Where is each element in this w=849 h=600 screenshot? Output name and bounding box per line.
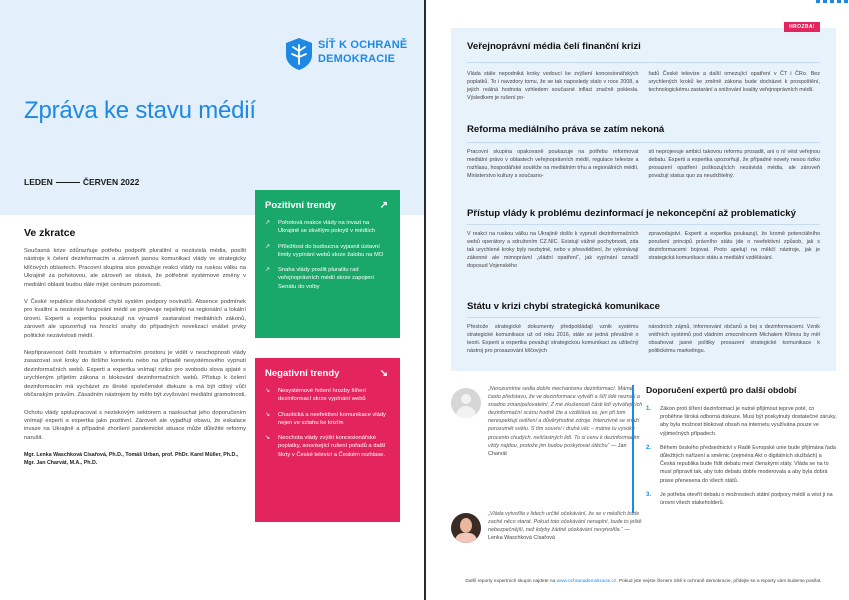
date-dash	[56, 182, 80, 183]
arrow-down-right-icon: ↘	[265, 388, 271, 394]
quote	[451, 385, 646, 510]
page-title: Zpráva ke stavu médií	[24, 97, 256, 124]
arrow-up-right-icon: ↗	[379, 200, 388, 211]
section-rule	[467, 62, 820, 63]
section-title: Přístup vlády k problému dezinformací je nekoncepční až problematický	[467, 208, 796, 219]
list-item: ↗ Snaha vlády posílit pluralitu rad veřejnoprávních médií skrze zapojení Senátu do volby	[265, 267, 375, 290]
list-item: ↘ Chaotická a neefektivní komunikace vlády nejen ve vztahu ke krizím	[265, 411, 386, 426]
left-page	[0, 0, 424, 600]
section-text: V reakci na ruskou válku na Ukrajině došlo k vypnutí dezinformačních webů operátory a sdružením CZ.NIC. Existují vážné pochybnosti, zda tak urychlené kroky byly nezbytné, nebo v přesvědčení, že vykonávají zákonné ale mimoprávní „vládní opatření“, jak vypínání označil doposud Vojenského	[467, 231, 639, 269]
summary-section	[24, 227, 246, 467]
arrow-down-right-icon: ↘	[265, 411, 271, 418]
section-text: Přestože strategické dokumenty předpokládají vznik systému strategické komunikace už od roku 2016, stále se jedná převážně o teorii. Experti a expertka považují strategickou komunikaci za užitečný nástroj pro prosazování klíčových	[467, 324, 639, 354]
section-text: řadů České televize a další omezující opatření v ČT i ČRo. Bez urychlených kroků ke změně zákona bude docházet k prospoštění, technologickému zastarání a snižování kvality veřejnoprávních médií.	[648, 71, 820, 93]
list-item: ↗ Pohotová reakce vlády na invazi na Ukrajině se skvělým pokrytí v médiích	[265, 220, 375, 235]
arrow-up-right-icon: ↗	[265, 220, 271, 226]
footer: Další reporty expertních skupin najdete na www.ochranademokracie.cz. Pokud jste nejste členem Sítě k ochraně demokracie, přidejte se a reporty vám budeme posílat.	[465, 579, 822, 584]
date-to: ČERVEN 2022	[82, 177, 140, 187]
positive-trends-box	[255, 190, 400, 338]
list-item: 3. Je potřeba otevřít debatu o možnostech státní podpory médií a vést ji na úrovni všech stakeholderů.	[646, 491, 833, 507]
list-item: ↘ Nesystémové řešení hrozby šíření dezinformací skrze vypínání webů	[265, 388, 366, 403]
section-rule	[467, 224, 820, 225]
arrow-up-right-icon: ↗	[265, 267, 271, 274]
section-columns	[467, 323, 820, 355]
logo-icon	[284, 37, 314, 71]
quote-author: — Jan Charvát	[488, 442, 627, 457]
list-item: 2. Během českého předsednictví v Radě Evropské unie bude přijímána řada důležitých nařízení a směrnic (zejména Akt o digitálních službách) a Česká republika bude řídit debatu mezi členskými státy. Vláda se na to musí připravit tak, aby tuto debatu dobře moderovala a aby byla dobrá praxe přenesena do všech států.	[646, 444, 836, 484]
summary-paragraph: Nepřipravenost čelit hrozbám v informačním prostoru je vidět v neschopnosti vlády zasazovat své kroky do širšího kontextu nebo na případě nesystémového vypnutí dezinformačních webů. Experti a expertka vnímají riziko pro svobodu slova spjaté s urychleným přijetím zákona o blokování dezinformačních webů. Přístup k čelení dezinformacím má vycházet ze široké společenské diskuze a má být citlivý vůči občanským právům. Zásadním nástrojem by mělo být zvyšování mediální gramotnosti.	[24, 350, 246, 399]
quote	[451, 510, 646, 600]
recommendations-heading: Doporučení expertů pro další období	[646, 385, 797, 395]
section-box	[451, 112, 836, 202]
threat-badge: HROZBA!	[784, 22, 820, 32]
section-box	[451, 291, 836, 371]
logo	[284, 37, 419, 77]
section-rule	[467, 317, 820, 318]
negative-trends-box	[255, 358, 400, 522]
section-title: Reforma mediálního práva se zatím nekoná	[467, 124, 665, 135]
list-item: ↗ Příležitost do budoucna vyjasnit ústavní limity vypínání webů skrze žalobu na MO	[265, 243, 384, 258]
top-stripe	[816, 0, 849, 3]
section-text: sti neprojevuje ambici takovou reformu prosadit, ani o ní vést veřejnou debatu. Experti a expertka upozorňují, že případné novely nesou riziko prosazení opatření poškozujících nezávislá média, ale zároveň považují status quo za neudržitelný.	[648, 149, 820, 179]
section-title: Státu v krizi chybí strategická komunikace	[467, 301, 661, 312]
authors: Mgr. Lenka Waschková Císařová, Ph.D., Tomáš Urban, prof. PhDr. Karel Müller, Ph.D., Mgr. Jan Charvát, M.A., Ph.D.	[24, 452, 239, 467]
quote-text: „Vláda vytvořila v lidech určité očekávání, že se v médiích bude zaché něco starat. Pokud toto očekávání nenaplní, bude to ještě nebezpečnější, než kdyby žádné očekávání nevytvořila.“ — Lenka Waschková Císařová	[488, 511, 642, 542]
avatar	[451, 513, 481, 543]
list-item: ↘ Neochota vlády zvýšit koncesionářské poplatky, související rušení pořadů a další škrty v České televizi a Českém rozhlase.	[265, 435, 386, 458]
summary-paragraph: Ochotu vlády spolupracovat s neziskovým sektorem a naslouchat jeho doporučením vnímají experti a expertka jako pozitivní. Zároveň ale vyjadřují obavu, že eskalace invaze na Ukrajině a případné zhoršení pandemické situace může důležité reformy narušit.	[24, 409, 246, 441]
section-rule	[467, 142, 820, 143]
recommendations	[632, 385, 837, 513]
section-title: Veřejnoprávní média čelí finanční krizi	[467, 41, 641, 52]
section-columns	[467, 230, 820, 270]
summary-paragraph: V České republice dlouhodobě chybí systém podpory novinářů. Absence podmínek pro kvalitní a nezávislé fungování médií se projevuje nejsilněji na regionální a lokální úrovni. Experti a expertka poukazují na výrazně zastaralost mediálních zákonů, zároveň ale upozorňují na hrozící snahy do případných novelizací vnášet prvky politické nezávislosti médií.	[24, 299, 246, 339]
section-columns	[467, 70, 820, 102]
date-from: LEDEN	[24, 177, 53, 187]
arrow-down-right-icon: ↘	[265, 435, 271, 442]
section-text: zpravodajství. Experti a expertka poukazují, že kromě potenciálního porušení principů právního státu jde o neefektivní způsob, jak s dezinformacemi bojovat. Proto apelují na měkčí nástroje, jak je strategická komunikace státu a mediální vzdělávání.	[648, 231, 820, 261]
arrow-down-right-icon: ↘	[379, 368, 388, 379]
quote-text: „Nerozumíme sedla dobře mechanismu dezinformací. Máme často představu, že ve dezinformace vytváří a šíří lidé neznalí a snadno zmanipulovatelní. Z mé zkušenosti části lidí vytvářejících dezinformační scénu hodně čte a vzdělává se, jen při tom nerespektují ověření a důvěryhodné zdroje. Intenzivně se snaží porozumět světu. S tím souvisí i druhá věc – máme tu vysoké procento chudých, nešťastných lidí. To si cenu k dezinformacím vždy najdou, protože jim budou poskytovat útěchu“ — Jan Charvát	[488, 386, 643, 457]
quote-author: — Lenka Waschková Císařová	[488, 527, 630, 542]
summary-heading: Ve zkratce	[24, 227, 76, 239]
section-text: Vláda stále nepodniká kroky vedoucí ke zvýšení koncesionářských poplatků. To i navzdory tomu, že se tak naposledy stalo v roce 2008, a jejich reálná hodnota vzhledem současné inflaci značně poklesla. Výsledkem je rušení po-	[467, 71, 639, 101]
avatar	[451, 388, 481, 418]
quotes-column	[451, 385, 646, 600]
negative-trends-heading: Negativní trendy ↘	[265, 368, 388, 379]
logo-text: SÍŤ K OCHRANĚ DEMOKRACIE	[318, 39, 408, 65]
right-page	[426, 0, 849, 600]
footer-link[interactable]: www.ochranademokracie.cz	[556, 579, 617, 584]
report-period	[24, 177, 139, 187]
section-box	[451, 24, 836, 118]
arrow-up-right-icon: ↗	[265, 243, 271, 250]
section-box	[451, 196, 836, 291]
section-text: Pracovní skupina opakovaně poukazuje na potřebu reformovat mediální právo v oblastech veřejnoprávních médií, regulace televize a rozhlasu, hospodářské soutěže na mediálním trhu a regionálních médií. Ministerstvo kultury s současno-	[467, 149, 639, 179]
section-text: národních zájmů, informování občanů a boj s dezinformacemi. Vznik vnitřních systémů pod vládním zmocněncem Michalem Klímou by měl obsahovat jasné politiky prosazení strategické komunikace k politickému marketingu.	[648, 324, 820, 354]
section-columns	[467, 148, 820, 180]
summary-paragraph: Současná krize zdůrazňuje potřebu podpořit pluralitní a nezávislá média, posílit nástroje k čelení dezinformacím a zároveň jasnou komunikaci vlády ve strategicky klíčových oblastech. Pracovní skupina sice považuje reakci vlády na ruskou válku na Ukrajině za pohotovou, ale zároveň se obává, že potřebné systémové změny v mediální oblasti budou dále míjet centrum pozornosti.	[24, 248, 246, 288]
list-item: 1. Zákon proti šíření dezinformací je nutné přijímout teprve poté, co proběhne široká odborná diskuze. Musí být poskytnuty dostatečné záruky, aby byla možnost blokovat obsah na internetu využívána pouze ve výjimečných případech.	[646, 406, 837, 437]
positive-trends-heading: Pozitivní trendy ↗	[265, 200, 388, 211]
